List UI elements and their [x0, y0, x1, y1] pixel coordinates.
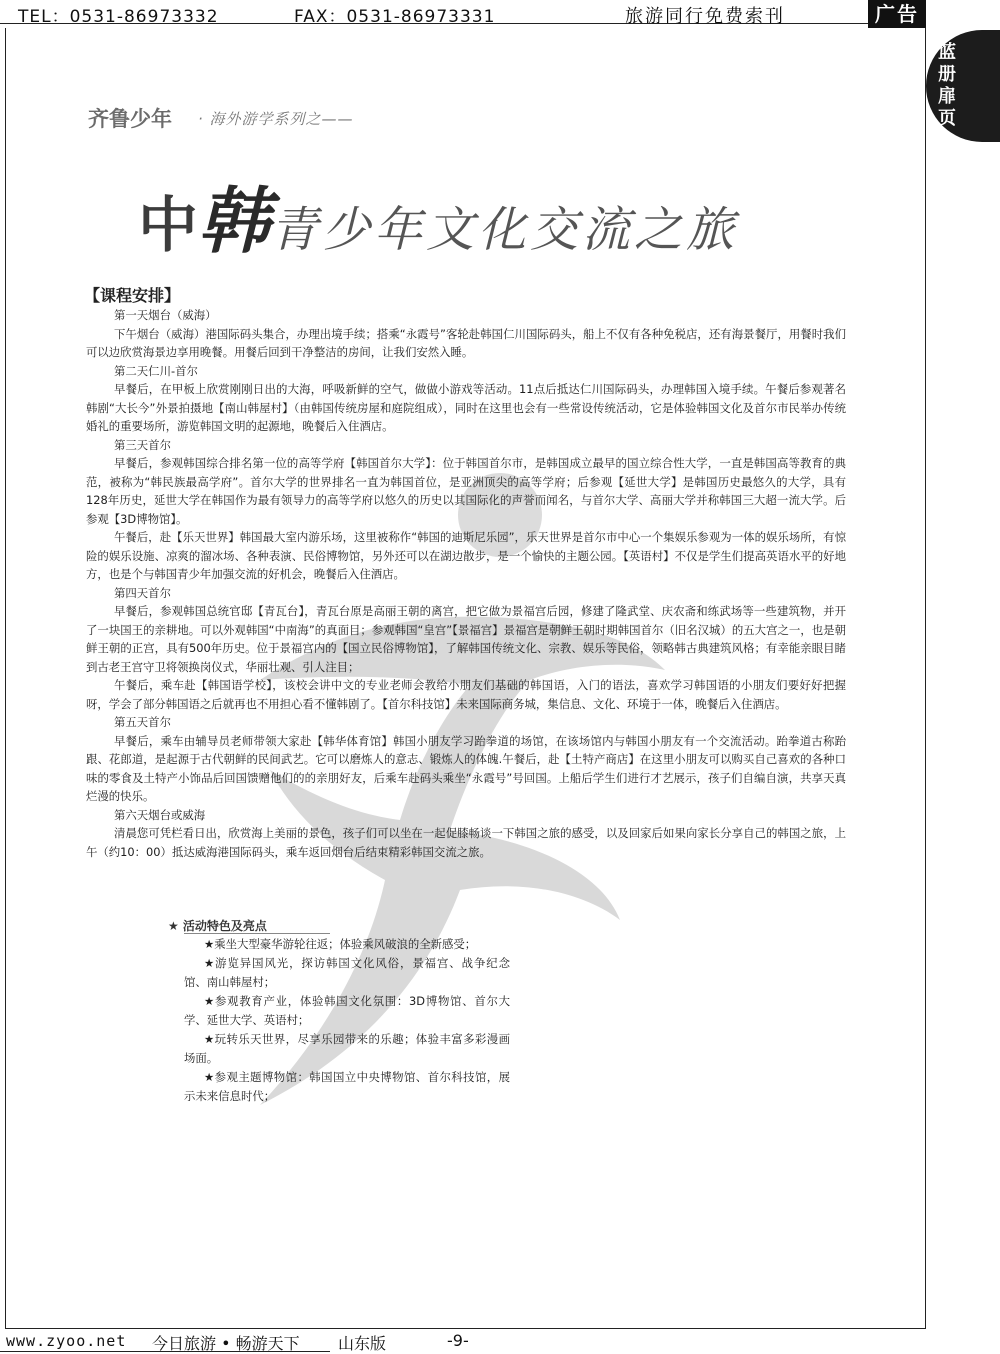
series-subtitle: · 海外游学系列之——: [198, 110, 354, 128]
day-paragraph: 午餐后，乘车赴【韩国语学校】，该校会讲中文的专业老师会教给小朋友们基础的韩国语，入门的语法，喜欢学习韩国语的小朋友们要好好把握呀，学会了部分韩国语之后就再也不用担心看不懂韩剧了。【首尔科技馆】未来国际商务城，集信息、文化、环境于一体，晚餐后入住酒店。: [86, 678, 846, 711]
day-title: 第二天仁川-首尔: [114, 363, 198, 378]
page-number: -9-: [447, 1331, 469, 1350]
features-heading: ★ 活动特色及亮点: [168, 919, 267, 933]
footer-slogan: 今日旅游 • 畅游天下: [152, 1334, 300, 1353]
section-heading: 【课程安排】: [84, 286, 181, 305]
brand-name: 齐鲁少年: [88, 107, 172, 131]
fax-number: FAX：0531-86973331: [294, 7, 496, 27]
day-paragraph: 早餐后，在甲板上欣赏刚刚日出的大海，呼吸新鲜的空气，做做小游戏等活动。11点后抵达仁川国际码头，办理韩国入境手续。午餐后参观著名韩剧“大长今”外景拍摄地【南山韩屋村】（由韩国传统房屋和庭院组成），同时在这里也会有一些常设传统活动，它是体验韩国文化及首尔市民举办传统婚礼的重要场所，游览韩国文明的起源地，晚餐后入住酒店。: [86, 382, 846, 433]
day-paragraph: 早餐后，参观韩国综合排名第一位的高等学府【韩国首尔大学】：位于韩国首尔市，是韩国成立最早的国立综合性大学，一直是韩国高等教育的典范，被称为“韩民族最高学府”。首尔大学的世界排名一直为韩国首位，是亚洲顶尖的高等学府；后参观【延世大学】是韩国历史最悠久的大学，具有128年历史，延世大学在韩国作为最有领导力的高等学府以悠久的历史以其国际化的声誉而闻名，与首尔大学、高丽大学并称韩国三大超一流大学。后参观【3D博物馆】。: [86, 456, 846, 526]
day-title: 第六天烟台或威海: [114, 807, 206, 822]
feature-item: ★乘坐大型豪华游轮往返；体验乘风破浪的全新感受；: [204, 937, 477, 951]
day-title: 第一天烟台（威海）: [114, 308, 217, 322]
day-paragraph: 清晨您可凭栏看日出，欣赏海上美丽的景色，孩子们可以坐在一起促膝畅谈一下韩国之旅的感受，以及回家后如果向家长分享自己的韩国之旅，上午（约10：00）抵达威海港国际码头，乘车返回烟台后结束精彩韩国交流之旅。: [86, 826, 846, 859]
ad-badge: 广告: [868, 0, 926, 28]
itinerary: [86, 306, 846, 861]
feature-item: ★玩转乐天世界，尽享乐园带来的乐趣；体验丰富多彩漫画场面。: [184, 1032, 510, 1065]
side-tab-label: 蓝册扉页: [938, 42, 956, 129]
footer-rule: [0, 1351, 330, 1352]
footer-edition: 山东版: [338, 1334, 387, 1353]
day-paragraph: 午餐后，赴【乐天世界】韩国最大室内游乐场，这里被称作“韩国的迪斯尼乐园”，乐天世界是首尔市中心一个集娱乐参观为一体的娱乐场所，有惊险的娱乐设施、凉爽的溜冰场、各种表演、民俗博物馆，另外还可以在湖边散步，是一个愉快的主题公园。【英语村】不仅是学生们提高英语水平的好地方，也是个与韩国青少年加强交流的好机会，晚餐后入住酒店。: [86, 530, 846, 581]
phone-number: TEL：0531-86973332: [18, 7, 219, 27]
day-paragraph: 早餐后，乘车由辅导员老师带领大家赴【韩华体育馆】韩国小朋友学习跆拳道的场馆，在该场馆内与韩国小朋友有一个交流活动。跆拳道古称跆跟、花郎道，是起源于古代朝鲜的民间武艺。它可以磨炼人的意志、锻炼人的体魄.午餐后，赴【土特产商店】在这里小朋友可以购买自己喜欢的各种口味的零食及土特产小饰品后回国馈赠他们的的亲朋好友，后乘车赴码头乘坐“永霞号”号回国。上船后学生们进行才艺展示，孩子们自编自演，共享天真烂漫的快乐。: [86, 733, 846, 803]
day-paragraph: 早餐后，参观韩国总统官邸【青瓦台】，青瓦台原是高丽王朝的离宫，把它做为景福宫后园，修建了隆武堂、庆农斋和练武场等一些建筑物，并开了一块国王的亲耕地。可以外观韩国“中南海”的真面目；参观韩国“皇宫”【景福宫】景福宫是朝鲜王朝时期韩国首尔（旧名汉城）的五大宫之一，也是朝鲜王朝的正宫，具有500年历史。位于景福宫内的【国立民俗博物馆】，了解韩国传统文化、宗教、娱乐等民俗，领略韩古典建筑风格；有幸能亲眼目睹到古老王宫守卫将领换岗仪式，华丽壮观、引人注目；: [86, 604, 846, 674]
day-title: 第三天首尔: [114, 437, 171, 452]
page-header: [0, 0, 1000, 28]
page-footer: [0, 1330, 1000, 1354]
day-title: 第四天首尔: [114, 585, 171, 600]
header-title: 旅游同行免费索刊: [625, 6, 785, 27]
features-rule: [184, 933, 330, 934]
day-title: 第五天首尔: [114, 715, 171, 729]
main-title: [138, 163, 798, 263]
main-title-part1: 中: [138, 191, 198, 261]
footer-url: www.zyoo.net: [6, 1332, 127, 1350]
feature-item: ★游览异国风光，探访韩国文化风俗，景福宫、战争纪念馆、南山韩屋村；: [184, 956, 510, 989]
feature-item: ★参观主题博物馆：韩国国立中央博物馆、首尔科技馆，展示未来信息时代；: [184, 1070, 510, 1103]
day-paragraph: 下午烟台（威海）港国际码头集合，办理出境手续；搭乘“永霞号”客轮赴韩国仁川国际码头，船上不仅有各种免税店，还有海景餐厅，用餐时我们可以边欣赏海景边享用晚餐。用餐后回到干净整洁的房间，让我们安然入睡。: [86, 326, 846, 359]
main-title-part2: 韩: [198, 179, 271, 263]
features-list: [184, 935, 510, 1106]
main-title-part3: 青少年文化交流之旅: [270, 202, 739, 258]
feature-item: ★参观教育产业，体验韩国文化氛围：3D博物馆、首尔大学、延世大学、英语村；: [184, 994, 510, 1027]
